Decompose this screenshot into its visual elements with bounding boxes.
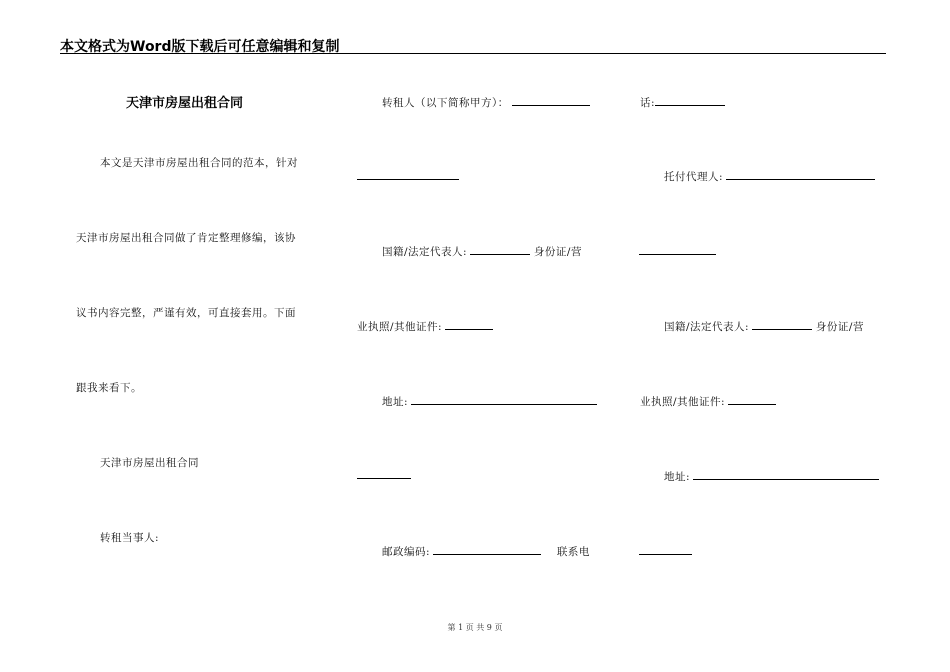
parties-heading: 转租当事人:: [100, 532, 160, 544]
license-label-a: 业执照/其他证件:: [357, 321, 443, 333]
phone-line: [640, 94, 725, 110]
phone-blank[interactable]: [655, 94, 725, 106]
id-label-b: 身份证/营: [815, 321, 864, 333]
postcode-label: 邮政编码:: [382, 546, 431, 558]
address-label-b: 地址:: [664, 471, 691, 483]
contract-subtitle: 天津市房屋出租合同: [100, 457, 199, 469]
nationality-label-a: 国籍/法定代表人:: [382, 246, 468, 258]
id-blank-a[interactable]: [639, 253, 716, 255]
address-line-a: [382, 393, 597, 409]
license-line-b: [640, 393, 776, 409]
nationality-line-a: [382, 243, 582, 259]
page-footer: 第 1 页 共 9 页: [447, 623, 503, 632]
intro-line-2: 天津市房屋出租合同做了肯定整理修编，该协: [76, 232, 296, 244]
license-blank-a[interactable]: [445, 318, 493, 330]
sublessor-label: 转租人（以下简称甲方）：: [382, 97, 509, 109]
intro-line-3: 议书内容完整，严谨有效，可直接套用。下面: [76, 307, 296, 319]
address-blank-a[interactable]: [411, 393, 597, 405]
address-blank-a-cont[interactable]: [357, 477, 411, 479]
agent-blank[interactable]: [726, 168, 875, 180]
sublessor-blank[interactable]: [512, 94, 590, 106]
nationality-blank-a[interactable]: [470, 243, 530, 255]
nationality-label-b: 国籍/法定代表人:: [664, 321, 750, 333]
address-label-a: 地址:: [382, 396, 409, 408]
sublessor-name-blank[interactable]: [357, 178, 459, 180]
phone-label: 联系电: [556, 546, 590, 558]
intro-line-4: 跟我来看下。: [76, 382, 142, 394]
nationality-line-b: [664, 318, 864, 334]
address-line-b: [664, 468, 879, 484]
id-label-a: 身份证/营: [533, 246, 582, 258]
intro-line-1: 本文是天津市房屋出租合同的范本，针对: [100, 157, 298, 169]
nationality-blank-b[interactable]: [752, 318, 812, 330]
postcode-blank[interactable]: [433, 543, 541, 555]
agent-label: 托付代理人:: [664, 171, 724, 183]
address-blank-b[interactable]: [693, 468, 879, 480]
phone-number-blank[interactable]: [639, 553, 692, 555]
sublessor-line: [382, 94, 590, 110]
license-label-b: 业执照/其他证件:: [640, 396, 726, 408]
document-title: 天津市房屋出租合同: [126, 96, 244, 111]
license-line-a: [357, 318, 493, 334]
page-header: 本文格式为Word版下载后可任意编辑和复制: [60, 39, 340, 55]
phone-label-cont: 话:: [640, 97, 656, 109]
agent-line: [664, 168, 875, 184]
postcode-line: [382, 543, 590, 559]
license-blank-b[interactable]: [728, 393, 776, 405]
header-rule: [60, 53, 886, 54]
